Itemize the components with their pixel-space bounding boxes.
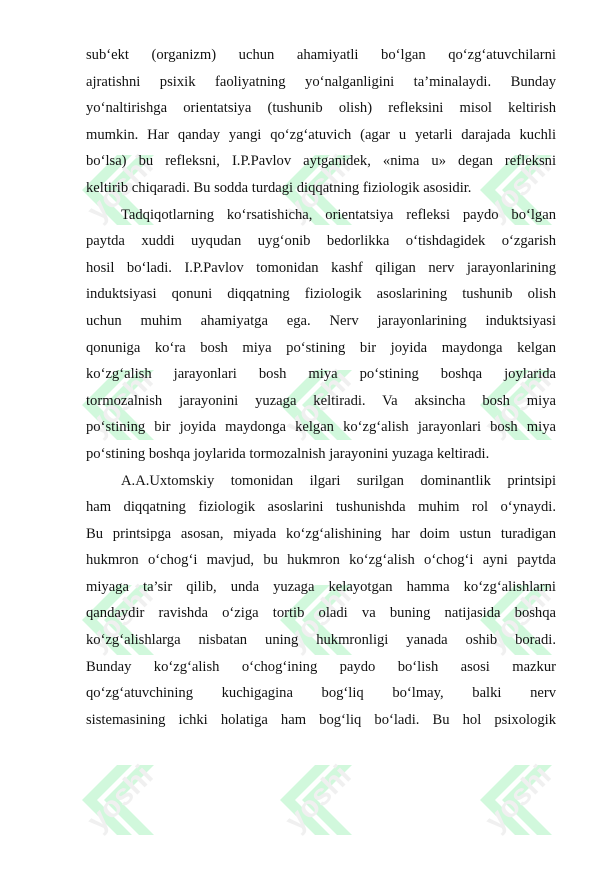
- svg-text:yoshi: yoshi: [278, 363, 358, 443]
- text-line: ko‘zg‘alish jarayonlari bosh miya po‘stining boshqa joylarida: [86, 366, 556, 383]
- svg-text:yoshi: yoshi: [278, 148, 358, 228]
- text-line: sub‘ekt (organizm) uchun ahamiyatli bo‘lgan qo‘zg‘atuvchilarni: [86, 47, 556, 63]
- text-line: po‘stining boshqa joylarida tormozalnish jarayonini yuzaga keltiradi.: [86, 445, 490, 462]
- text-line: hukmron o‘chog‘i mavjud, bu hukmron ko‘zg‘alish o‘chog‘i ayni paytda: [86, 552, 556, 569]
- text-line: hosil bo‘ladi. I.P.Pavlov tomonidan kashf qiligan nerv jarayonlarining: [86, 259, 556, 276]
- svg-text:yoshi: yoshi: [80, 578, 160, 658]
- text-line: qonuniga ko‘ra bosh miya po‘stining bir joyida maydonga kelgan: [86, 339, 556, 356]
- watermark-logo: [270, 730, 380, 880]
- double-chevron-icon: [270, 730, 380, 880]
- svg-text:yoshi: yoshi: [478, 578, 558, 658]
- svg-text:yoshi: yoshi: [278, 578, 358, 658]
- text-line: Tadqiqotlarning ko‘rsatishicha, orientatsiya refleksi paydo bo‘lgan: [121, 206, 556, 223]
- svg-text:yoshi: yoshi: [80, 363, 160, 443]
- svg-text:yoshi: yoshi: [478, 148, 558, 228]
- text-line: sistemasining ichki holatiga ham bog‘liq bo‘ladi. Bu hol psixologik: [86, 711, 556, 728]
- text-line: qo‘zg‘atuvchining kuchigagina bog‘liq bo‘lmay, balki nerv: [86, 685, 556, 702]
- text-line: keltirib chiqaradi. Bu sodda turdagi diqqatning fiziologik asosidir.: [86, 179, 472, 196]
- svg-text:yoshi: yoshi: [478, 758, 558, 838]
- text-line: tormozalnish jarayonini yuzaga keltiradi. Va aksincha bosh miya: [86, 392, 556, 409]
- svg-text:yoshi: yoshi: [80, 758, 160, 838]
- watermark-logo: [470, 730, 580, 880]
- text-line: uchun muhim ahamiyatga ega. Nerv jarayonlarining induktsiyasi: [86, 312, 556, 329]
- text-line: yo‘naltirishga orientatsiya (tushunib olish) refleksini misol keltirish: [86, 100, 556, 117]
- text-line: Bu printsipga asosan, miyada ko‘zg‘alishining har doim ustun turadigan: [86, 525, 556, 542]
- svg-text:yoshi: yoshi: [80, 148, 160, 228]
- svg-text:yoshi: yoshi: [278, 758, 358, 838]
- text-line: bo‘lsa) bu refleksni, I.P.Pavlov aytganidek, «nima u» degan refleksni: [86, 153, 556, 170]
- document-body: [86, 42, 556, 733]
- text-line: miyaga ta’sir qilib, unda yuzaga kelayotgan hamma ko‘zg‘alishlarni: [86, 578, 556, 595]
- double-chevron-icon: [470, 730, 580, 880]
- text-line: Bunday ko‘zg‘alish o‘chog‘ining paydo bo‘lish asosi mazkur: [86, 658, 556, 675]
- text-line: A.A.Uxtomskiy tomonidan ilgari surilgan dominantlik printsipi: [121, 472, 556, 489]
- text-line: qandaydir ravishda o‘ziga tortib oladi va buning natijasida boshqa: [86, 605, 556, 622]
- text-line: mumkin. Har qanday yangi qo‘zg‘atuvich (agar u yetarli darajada kuchli: [86, 126, 556, 143]
- double-chevron-icon: [72, 730, 182, 880]
- text-line: ham diqqatning fiziologik asoslarini tushunishda muhim rol o‘ynaydi.: [86, 499, 556, 516]
- text-line: ajratishni psixik faoliyatning yo‘nalganligini ta’minalaydi. Bunday: [86, 73, 556, 90]
- text-line: paytda xuddi uyqudan uyg‘onib bedorlikka o‘tishdagidek o‘zgarish: [86, 233, 556, 250]
- text-line: po‘stining bir joyida maydonga kelgan ko‘zg‘alish jarayonlari bosh miya: [86, 419, 556, 436]
- text-line: induktsiyasi qonuni diqqatning fiziologik asoslarining tushunib olish: [86, 286, 556, 303]
- text-line: ko‘zg‘alishlarga nisbatan uning hukmronligi yanada oshib boradi.: [86, 632, 556, 649]
- watermark-logo: [72, 730, 182, 880]
- svg-text:yoshi: yoshi: [478, 363, 558, 443]
